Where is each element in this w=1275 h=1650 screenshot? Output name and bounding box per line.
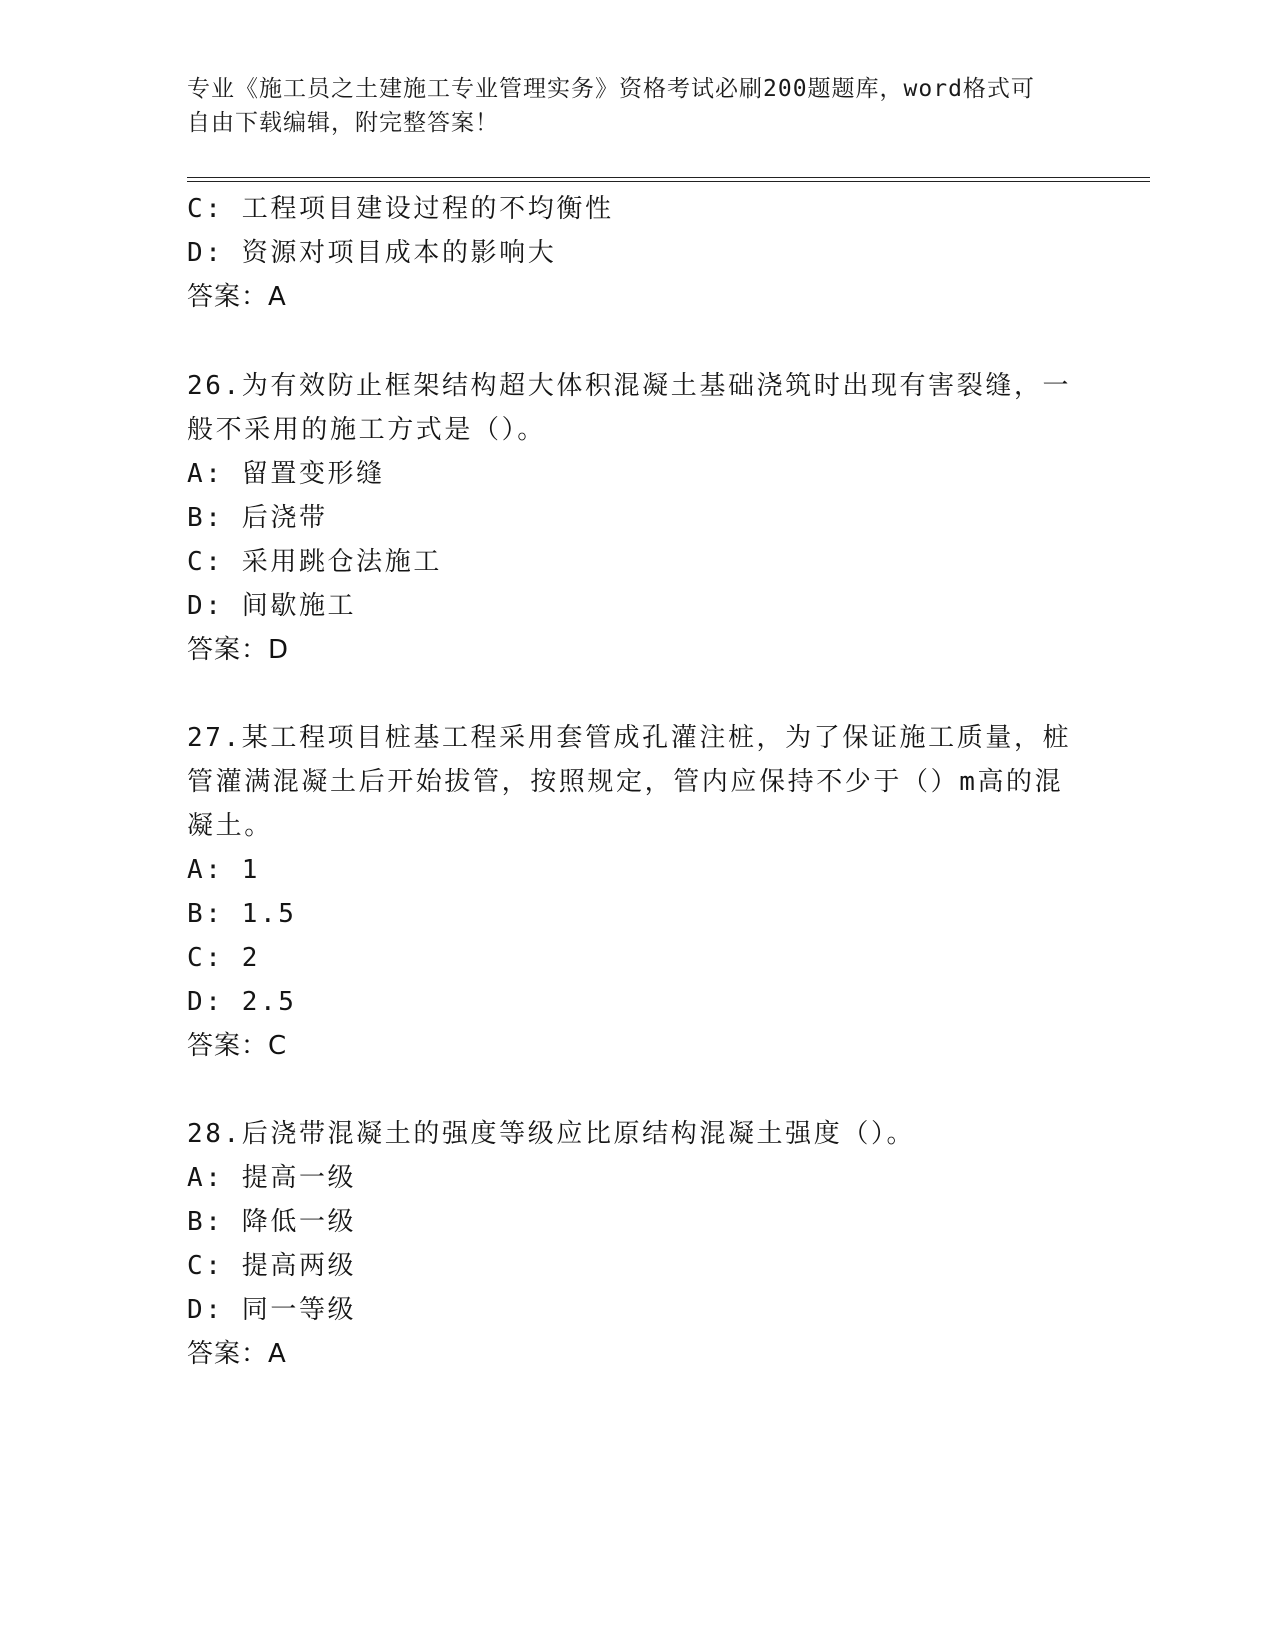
q26-option-c: C: 采用跳仓法施工 [187, 547, 442, 577]
header-line-1: 专业《施工员之土建施工专业管理实务》资格考试必刷200题题库，word格式可 [187, 76, 1035, 102]
q28-option-a: A: 提高一级 [187, 1163, 357, 1193]
q27-stem-line-3: 凝土。 [187, 811, 273, 841]
q28-option-c: C: 提高两级 [187, 1251, 357, 1281]
q26-answer: 答案：D [187, 635, 290, 665]
prev-option-d: D: 资源对项目成本的影响大 [187, 238, 557, 268]
q27-answer: 答案：C [187, 1031, 288, 1061]
q26-stem-line-1: 26.为有效防止框架结构超大体积混凝土基础浇筑时出现有害裂缝，一 [187, 371, 1072, 401]
q28-option-b: B: 降低一级 [187, 1207, 357, 1237]
header-rule-top [187, 177, 1150, 178]
q28-option-d: D: 同一等级 [187, 1295, 357, 1325]
q28-answer: 答案：A [187, 1339, 287, 1369]
q26-option-a: A: 留置变形缝 [187, 459, 385, 489]
header-rule-bottom [187, 181, 1150, 182]
q27-option-b: B: 1.5 [187, 899, 297, 929]
page-header [187, 72, 1067, 140]
q28-stem-line-1: 28.后浇带混凝土的强度等级应比原结构混凝土强度（）。 [187, 1119, 916, 1149]
q26-stem-line-2: 般不采用的施工方式是（）。 [187, 415, 546, 445]
prev-answer: 答案：A [187, 282, 287, 312]
q27-option-d: D: 2.5 [187, 987, 297, 1017]
q27-option-c: C: 2 [187, 943, 261, 973]
q27-stem-line-2: 管灌满混凝土后开始拔管，按照规定，管内应保持不少于（）m高的混 [187, 767, 1064, 797]
q27-stem-line-1: 27.某工程项目桩基工程采用套管成孔灌注桩，为了保证施工质量，桩 [187, 723, 1072, 753]
q27-option-a: A: 1 [187, 855, 261, 885]
q26-option-b: B: 后浇带 [187, 503, 328, 533]
header-line-2: 自由下载编辑，附完整答案！ [187, 110, 499, 136]
prev-option-c: C: 工程项目建设过程的不均衡性 [187, 194, 614, 224]
q26-option-d: D: 间歇施工 [187, 591, 357, 621]
